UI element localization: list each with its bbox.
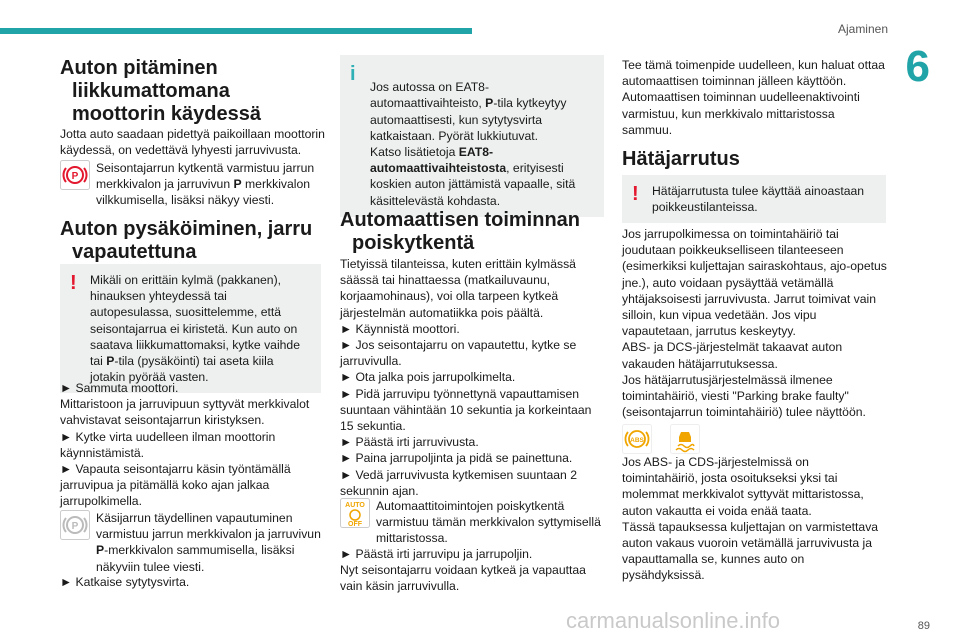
step-switch-off: ► Katkaise sytytysvirta.: [60, 575, 190, 589]
abs-warning-icon: [622, 424, 652, 454]
warning-notice-cold: [60, 264, 321, 393]
warning-exclamation-icon: !: [632, 183, 639, 205]
info-bold-2: EAT8-automaattivaihteistosta: [370, 145, 507, 176]
chapter-accent-bar: [0, 28, 472, 34]
warning-text: Hätäjarrutusta tulee käyttää ainoastaan poikkeustilanteissa.: [652, 184, 865, 215]
off-label: OFF: [348, 521, 362, 528]
brake-p-off-icon: [60, 510, 90, 540]
info-notice-eat8: [340, 55, 604, 217]
text-bold-p: P: [96, 543, 105, 558]
text-pre: Seisontajarrun kytkentä varmistuu jarrun merkkivalon ja jarruvivun: [96, 161, 315, 192]
svg-text:P: P: [71, 521, 79, 532]
stability-control-icon: [670, 424, 700, 454]
heading-park-released: Auton pysäköiminen, jarru vapautettuna: [60, 218, 313, 263]
auto-label: AUTO: [345, 502, 365, 509]
info-bold-1: P: [485, 96, 494, 111]
paragraph-keep-stationary: Jotta auto saadaan pidettyä paikoillaan moottorin käydessä, on vedettävä lyhyesti jarruvivusta.: [60, 127, 325, 158]
paragraph-reactivate: Tee tämä toimenpide uudelleen, kun haluat ottaa automaattisen toiminnan jälleen käyttöön. Automaattisen toiminnan uudelleenaktivointi varmistuu, kun merkkivalo mittaristossa sammuu.: [622, 58, 885, 137]
heading-keep-stationary: Auton pitäminen liikkumattomana moottorin käydessä: [60, 57, 261, 125]
chapter-number: 6: [905, 42, 930, 91]
page-number: 89: [917, 620, 930, 632]
text-post: -merkkivalon sammumisella, lisäksi näkyviin tulee viesti.: [96, 543, 295, 574]
warning-text-bold: P: [106, 354, 115, 369]
warning-text-pre: Mikäli on erittäin kylmä (pakkanen), hinauksen yhteydessä tai autopesulassa, suosittelemme, että seisontajarrua ei kiristetä. Kun auto on saatava liikkumattomaksi, kytke vaihde tai: [90, 273, 300, 369]
release-indicator-note: [60, 510, 325, 575]
info-text-1: Jos autossa on EAT8-automaattivaihteisto,: [370, 80, 489, 111]
paragraph-abs-failure: Jos ABS- ja CDS-järjestelmissä on toimintahäiriö, josta osoitukseksi yksi tai molemmat merkkivalot syttyvät mittaristossa, auton vakautta ei voida enää taata. Tässä tapauksessa kuljettajan on varmistettava auton vakaus vuoroin vetämällä jarruvivusta ja vapauttamalla se, kunnes auto on pysähdyksissä.: [622, 455, 879, 583]
abs-label: ABS: [630, 437, 644, 444]
text-post: merkkivalon vilkkumisella, lisäksi näkyy viesti.: [96, 177, 311, 208]
brake-indicator-note: [60, 160, 325, 209]
steps-auto-disable: Tietyissä tilanteissa, kuten erittäin kylmässä säässä tai hinattaessa (matkailuvaunu, korjaamohinaus), voi olla tarpeen kytkeä järjestelmän automatiikka pois päältä. ► Käynnistä moottori. ► Jos seisontajarru on vapautettu, kytke se jarruvivulla. ► Ota jalka pois jarrupolkimelta. ► Pidä jarruvipu työnnettynä vapauttamisen suuntaan vähintään 10 sekuntia ja korkeintaan 15 sekuntia. ► Päästä irti jarruvivusta. ► Paina jarrupoljinta ja pidä se painettuna. ► Vedä jarruvivusta kytkemisen suuntaan 2 sekunnin ajan.: [340, 257, 592, 498]
warning-exclamation-icon: !: [70, 272, 77, 294]
info-text-3: , erityisesti koskien auton jättämistä vapaalle, sitä käsittelevästä kohdasta.: [370, 161, 576, 208]
info-icon: i: [350, 63, 356, 85]
auto-off-note: [340, 498, 605, 547]
text-bold-p: P: [233, 177, 242, 192]
chapter-title: Ajaminen: [837, 22, 888, 36]
brake-p-warning-icon: [60, 160, 90, 190]
heading-auto-disable: Automaattisen toiminnan poiskytkentä: [340, 209, 581, 254]
paragraph-emergency: Jos jarrupolkimessa on toimintahäiriö tai joudutaan poikkeukselliseen tilanteeseen (esimerkiksi kuljettajan sairaskohtaus, ajo-opetus jne.), auto voidaan pysäyttää vetämällä yhtäjaksoisesti jarruvivusta. Jarrut toimivat vain silloin, kun vipua vedetään. Jos vipu vapautetaan, jarrutus keskeytyy. ABS- ja DCS-järjestelmät takaavat auton vakauden hätäjarrutuksessa. Jos hätäjarrutusjärjestelmässä ilmenee toimintahäiriö, viesti "Parking brake faulty" (seisontajarrun toimintahäiriö) tulee näyttöön.: [622, 227, 887, 420]
warning-notice-emergency: [622, 175, 886, 223]
steps-after-disable: ► Päästä irti jarruvipu ja jarrupoljin. Nyt seisontajarru voidaan kytkeä ja vapauttaa vain käsin jarruvivulla.: [340, 547, 586, 594]
heading-emergency-braking: Hätäjarrutus: [622, 148, 740, 170]
svg-text:P: P: [71, 171, 79, 182]
auto-off-text: Automaattitoimintojen poiskytkentä varmistuu tämän merkkivalon syttymisellä mittaristossa.: [376, 499, 601, 546]
steps-release: ► Sammuta moottori. Mittaristoon ja jarruvipuun syttyvät merkkivalot vahvistavat seisontajarrun kiristyksen. ► Kytke virta uudelleen ilman moottorin käynnistämistä. ► Vapauta seisontajarru käsin työntämällä jarruvipua ja pitämällä koko ajan jalkaa jarrupolkimella.: [60, 381, 310, 509]
info-text-2: -tila kytkeytyy automaattisesti, kun sytytysvirta katkaistaan. Pyörät lukkiutuvat. Katso lisätietoja: [370, 96, 567, 160]
warning-text-post: -tila (pysäköinti) tai aseta kiila jotakin pyörää vasten.: [90, 354, 274, 385]
auto-off-icon: [340, 498, 370, 528]
abs-dsc-icons: [622, 424, 700, 454]
text-pre: Käsijarrun täydellinen vapautuminen varmistuu jarrun merkkivalon ja jarruvivun: [96, 511, 321, 542]
watermark: carmanualsonline.info: [566, 608, 781, 633]
